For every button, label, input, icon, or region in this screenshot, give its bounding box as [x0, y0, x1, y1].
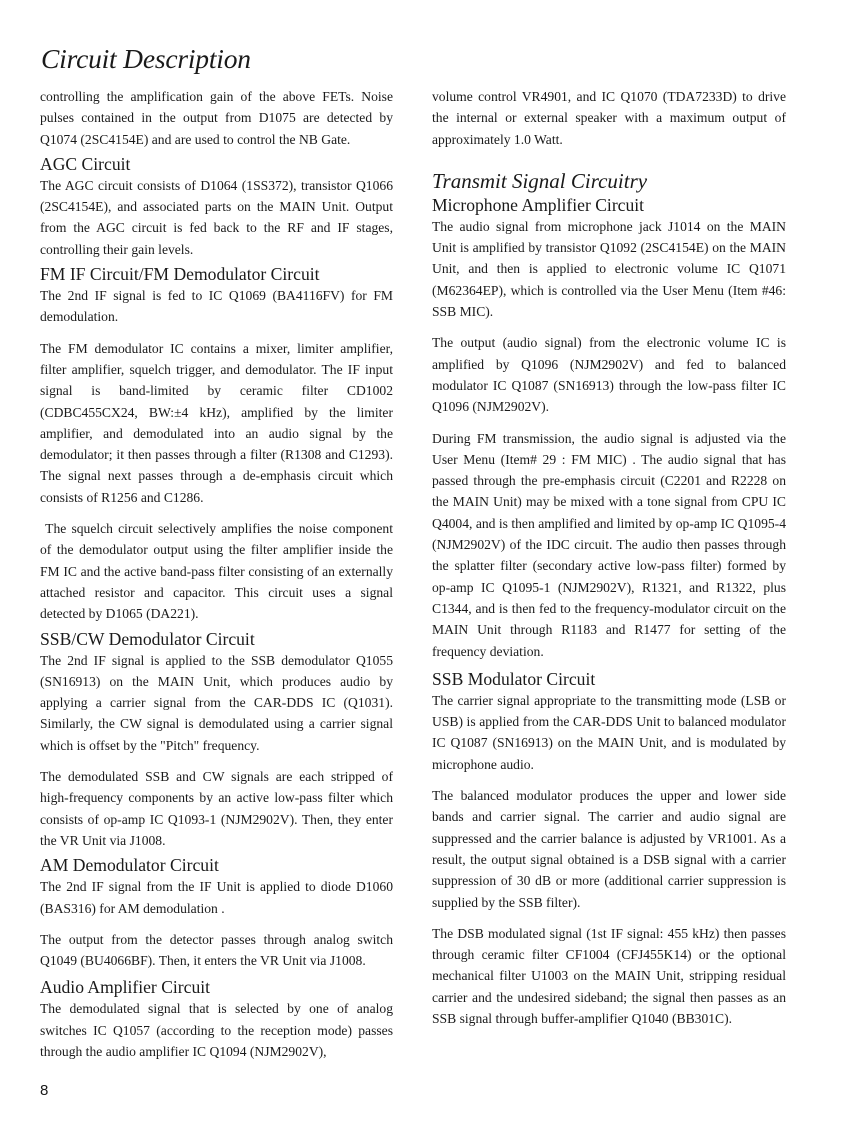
ssb-cw-heading: SSB/CW Demodulator Circuit: [40, 628, 255, 649]
page-title: Circuit Description: [41, 43, 251, 74]
agc-paragraph: The AGC circuit consists of D1064 (1SS372), transistor Q1066 (2SC4154E), and associated parts on the MAIN Unit. Output from the AGC circuit is fed back to the RF and IF stages, controlling their gain levels.: [40, 177, 393, 257]
ssb-cw-paragraph-2: The demodulated SSB and CW signals are each stripped of high-frequency components by an active low-pass filter which consists of op-amp IC Q1093-1 (NJM2902V). Then, they enter the VR Unit via J1008.: [40, 769, 393, 848]
fm-heading: FM IF Circuit/FM Demodulator Circuit: [40, 264, 320, 285]
ssb-cw-paragraph-1: The 2nd IF signal is applied to the SSB demodulator Q1055 (SN16913) on the MAIN Unit, which produces audio by applying a carrier signal from the CAR-DDS IC (Q1031). Similarly, the CW signal is demodulated using a carrier signal which is offset by the "Pitch" frequency.: [40, 652, 393, 753]
left-column: [40, 86, 397, 1062]
ssb-mod-paragraph-2: The balanced modulator produces the upper and lower side bands and carrier signal. The carrier and audio signal are suppressed and the carrier balance is adjusted by VR1001. As a result, the output signal obtained is a DSB signal with a carrier suppression of 30 dB or more (additional carrier suppression is supplied by the SSB filter).: [432, 788, 786, 910]
mic-amp-paragraph-2: The output (audio signal) from the electronic volume IC is amplified by Q1096 (NJM2902V) and fed to balanced modulator IC Q1087 (SN16913) through the low-pass filter IC Q1096 (NJM2902V).: [432, 335, 786, 415]
fm-paragraph-2: The FM demodulator IC contains a mixer, limiter amplifier, filter amplifier, squelch trigger, and demodulator. The IF input signal is band-limited by ceramic filter CD1002 (CDBC455CX24, BW:±4 kHz), amplified by the limiter amplifier, and demodulated into an audio signal by the demodulator; it then passes through a filter (R1308 and C1293). The signal next passes through a de-emphasis circuit which consists of R1256 and C1286.: [40, 340, 393, 505]
ssb-mod-paragraph-3: The DSB modulated signal (1st IF signal: 455 kHz) then passes through ceramic filter CF1004 (CFJ455K14) or the optional mechanical filter U1003 on the MAIN Unit, stripping residual carrier and the undesired sideband; the signal then passes as an SSB signal through buffer-amplifier Q1040 (BB301C).: [432, 925, 786, 1026]
am-paragraph-2: The output from the detector passes through analog switch Q1049 (BU4066BF). Then, it enters the VR Unit via J1008.: [40, 931, 393, 969]
continued-paragraph: controlling the amplification gain of the above FETs. Noise pulses contained in the output from D1075 are detected by Q1074 (2SC4154E) and are used to control the NB Gate.: [40, 89, 393, 147]
ssb-mod-heading: SSB Modulator Circuit: [432, 668, 596, 689]
fm-paragraph-3: The squelch circuit selectively amplifies the noise component of the demodulator output using the filter amplifier inside the FM IC and the active band-pass filter consisting of an externally attached resistor and capacitor. This circuit uses a signal detected by D1065 (DA221).: [40, 521, 397, 622]
right-column: [432, 86, 786, 1029]
audio-amp-heading: Audio Amplifier Circuit: [40, 977, 211, 998]
transmit-section-title: Transmit Signal Circuitry: [432, 168, 648, 193]
am-heading: AM Demodulator Circuit: [40, 855, 219, 876]
mic-amp-paragraph-1: The audio signal from microphone jack J1014 on the MAIN Unit is amplified by transistor Q1092 (2SC4154E) on the MAIN Unit, and then is applied to electronic volume IC Q1071 (M62364EP), which is controlled via the User Menu (Item #46: SSB MIC).: [432, 218, 786, 320]
mic-amp-paragraph-3: During FM transmission, the audio signal is adjusted via the User Menu (Item# 29 : FM MIC) . The audio signal that has passed through the pre-emphasis circuit (C2201 and R2228 on the MAIN Unit) may be mixed with a tone signal from CPU IC Q4004, and is then amplified and limited by op-amp IC Q1095-4 (NJM2902V) of the IDC circuit. The audio then passes through the splatter filter (secondary active low-pass filter) formed by op-amp IC Q1095-1 (NJM2902V), R1321, and R1322, plus C1344, and is then fed to the frequency-modulator circuit on the MAIN Unit through R1183 and R1477 for setting of the frequency deviation.: [432, 430, 786, 659]
page-number: 8: [40, 1082, 49, 1099]
fm-paragraph-1: The 2nd IF signal is fed to IC Q1069 (BA4116FV) for FM demodulation.: [40, 288, 393, 325]
audio-amp-paragraph: The demodulated signal that is selected by one of analog switches IC Q1057 (according to the reception mode) passes through the audio amplifier IC Q1094 (NJM2902V),: [40, 1001, 393, 1059]
agc-heading: AGC Circuit: [40, 153, 131, 174]
am-paragraph-1: The 2nd IF signal from the IF Unit is applied to diode D1060 (BAS316) for AM demodulation .: [40, 879, 393, 916]
ssb-mod-paragraph-1: The carrier signal appropriate to the transmitting mode (LSB or USB) is applied from the CAR-DDS Unit to balanced modulator IC Q1087 (SN16913) on the MAIN Unit, and is modulated by microphone audio.: [432, 692, 786, 772]
continued-paragraph-right: volume control VR4901, and IC Q1070 (TDA7233D) to drive the internal or external speaker with a maximum output of approximately 1.0 Watt.: [432, 89, 786, 147]
mic-amp-heading: Microphone Amplifier Circuit: [432, 194, 645, 215]
